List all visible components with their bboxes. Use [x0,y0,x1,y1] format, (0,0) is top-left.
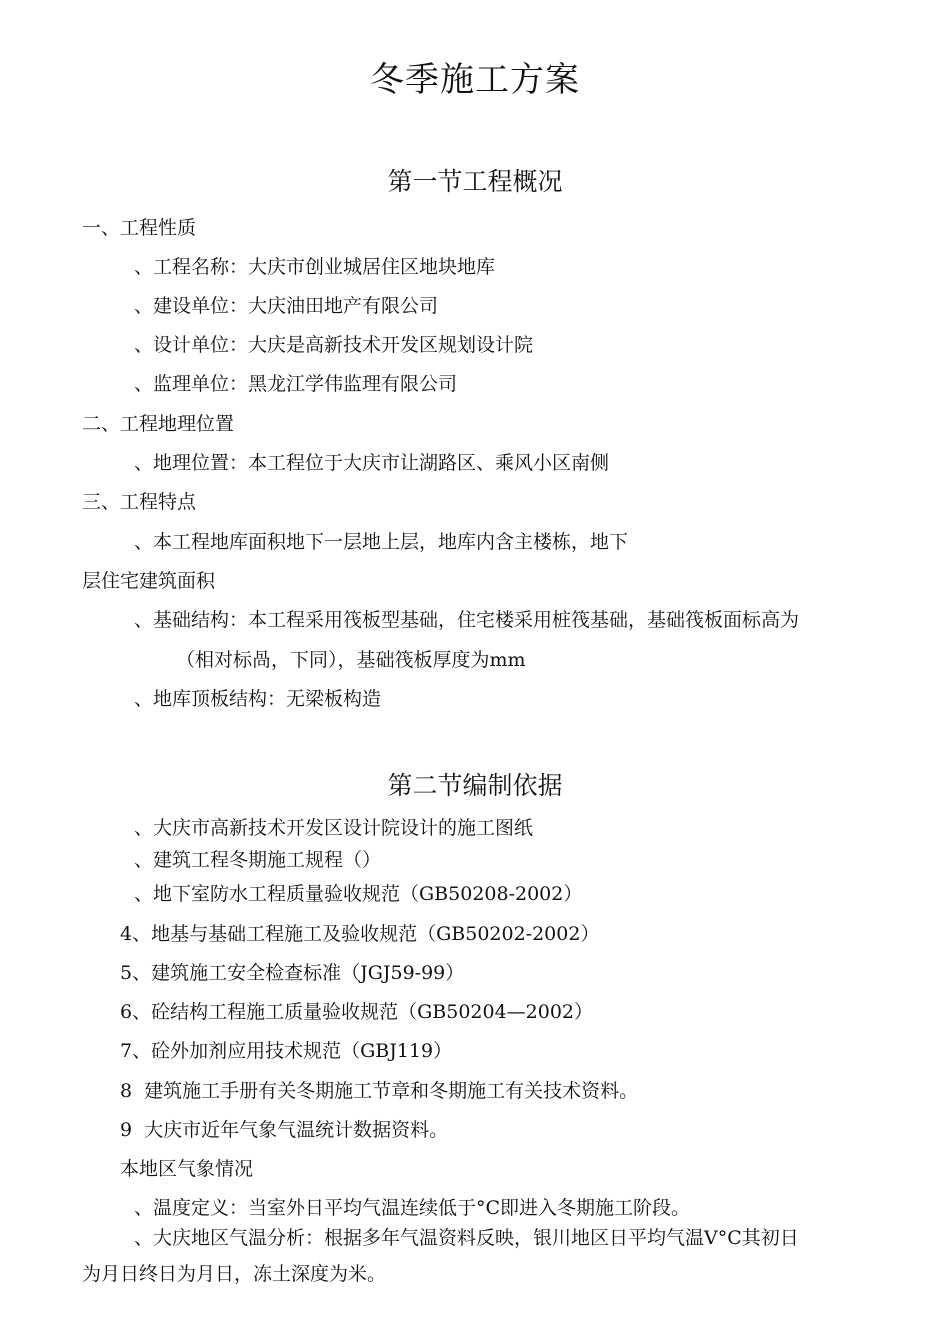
location-text: 、地理位置：本工程位于大庆市让湖路区、乘风小区南侧 [134,452,610,474]
section-2-heading: 第二节编制依据 [387,771,563,800]
basis-item-2: 、建筑工程冬期施工规程（） [134,849,382,871]
feature-line-1: 、本工程地库面积地下一层地上层，地库内含主楼栋，地下 [134,531,629,553]
project-name: 、工程名称：大庆市创业城居住区地块地库 [134,256,496,278]
foundation-line-2: （相对标咼，下同），基础筏板厚度为mm [176,649,526,671]
temperature-definition: 、温度定义：当室外日平均气温连续低于°C即进入冬期施工阶段。 [134,1197,691,1219]
heading-features: 三、工程特点 [82,491,197,513]
basis-item-5: 5、建筑施工安全检查标准（JGJ59-99） [120,962,465,984]
temperature-analysis-1: 、大庆地区气温分析：根据多年气温资料反映，银川地区日平均气温V°C其初日 [134,1227,799,1249]
feature-line-2: 层住宅建筑面积 [82,570,216,592]
heading-location: 二、工程地理位置 [82,413,235,435]
supervision-unit: 、监理单位：黑龙江学伟监理有限公司 [134,373,458,395]
basis-item-4: 4、地基与基础工程施工及验收规范（GB50202-2002） [120,923,600,945]
temperature-analysis-2: 为月日终日为月日，冻土深度为米。 [82,1263,387,1285]
basis-item-3: 、地下室防水工程质量验收规范（GB50208-2002） [134,883,583,905]
section-1-heading: 第一节工程概况 [387,167,563,196]
roof-structure: 、地库顶板结构：无梁板构造 [134,688,382,710]
builder-unit: 、建设单位：大庆油田地产有限公司 [134,295,439,317]
document-title: 冬季施工方案 [370,60,580,100]
basis-item-9: 9 大庆市近年气象气温统计数据资料。 [120,1119,449,1141]
basis-item-6: 6、砼结构工程施工质量验收规范（GB50204—2002） [120,1001,594,1023]
heading-project-nature: 一、工程性质 [82,217,197,239]
weather-heading: 本地区气象情况 [120,1158,254,1180]
basis-item-1: 、大庆市高新技术开发区设计院设计的施工图纸 [134,817,534,839]
design-unit: 、设计单位：大庆是高新技术开发区规划设计院 [134,334,534,356]
basis-item-8: 8 建筑施工手册有关冬期施工节章和冬期施工有关技术资料。 [120,1080,639,1102]
basis-item-7: 7、砼外加剂应用技术规范（GBJ119） [120,1040,453,1062]
foundation-line-1: 、基础结构：本工程采用筏板型基础，住宅楼采用桩筏基础，基础筏板面标高为 [134,609,800,631]
